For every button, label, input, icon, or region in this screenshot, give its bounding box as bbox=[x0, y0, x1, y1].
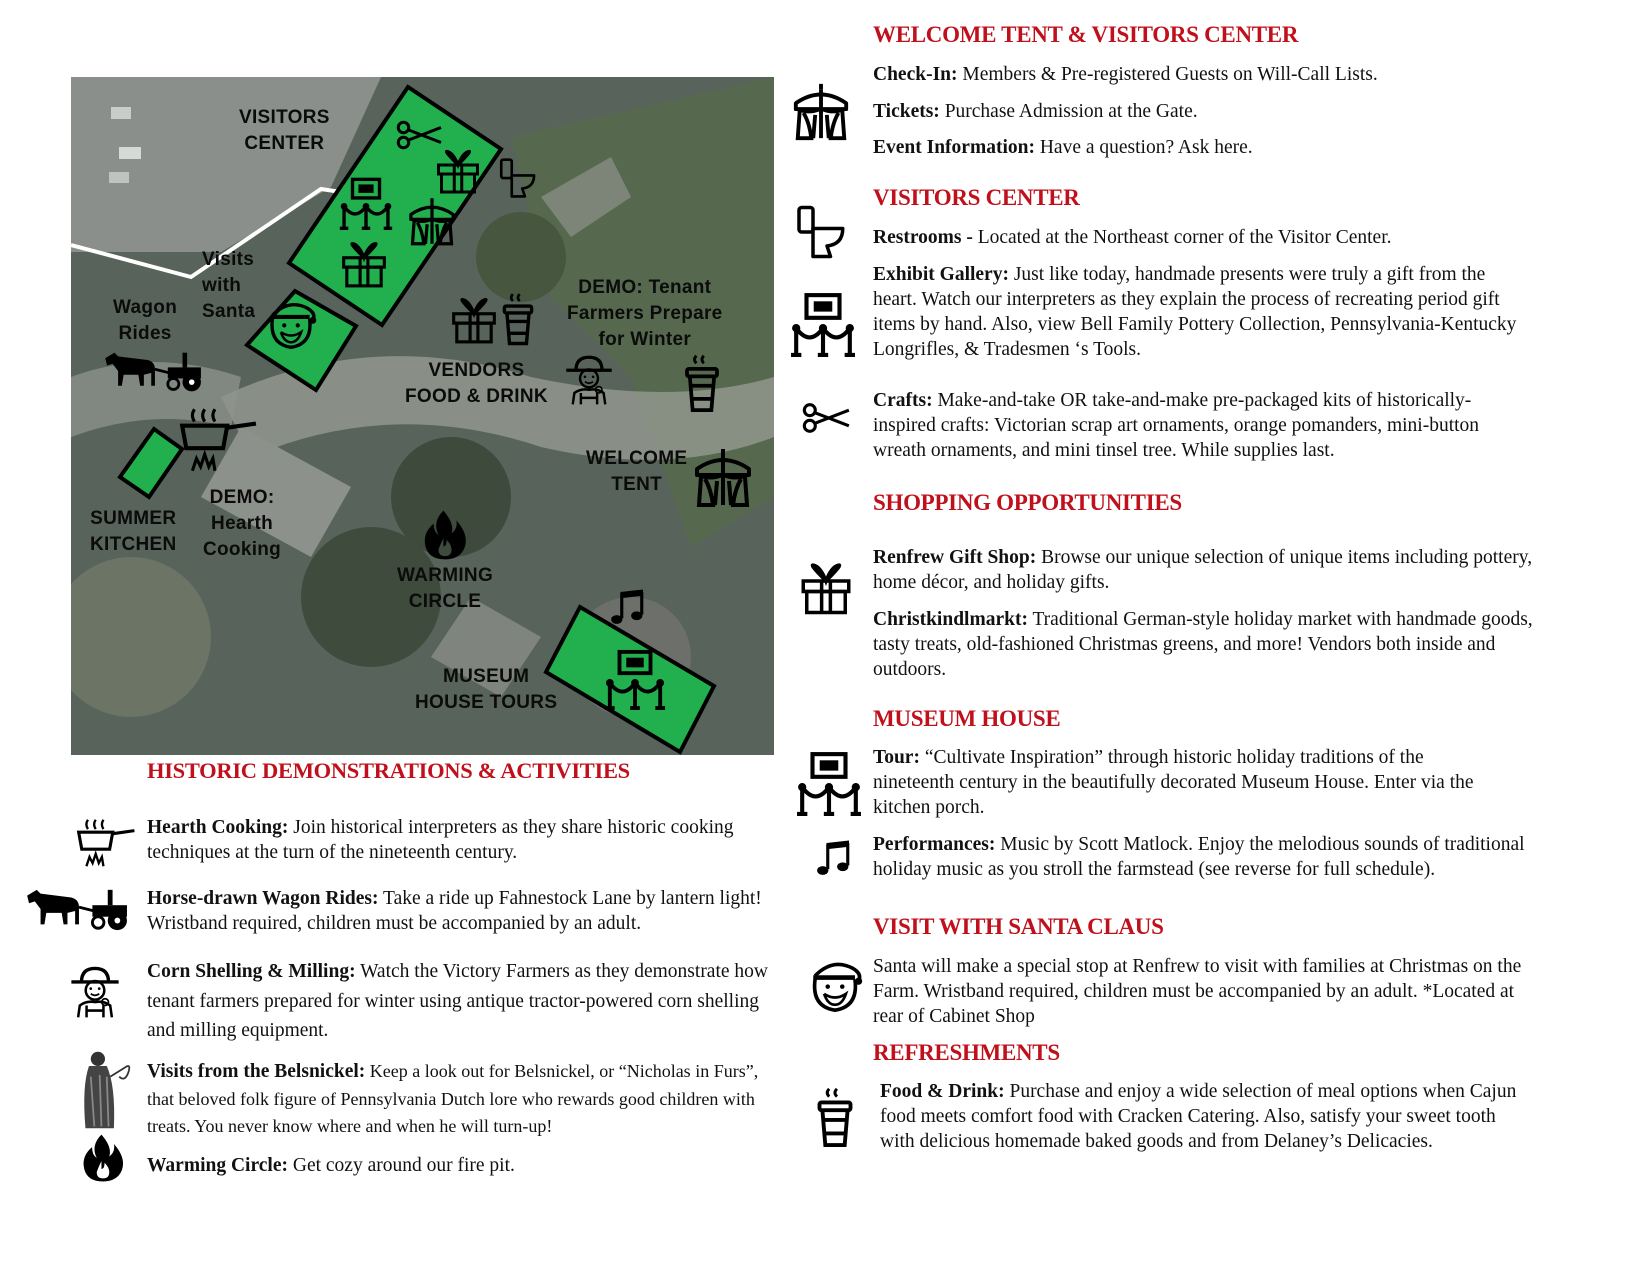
label-summer-kitchen: SUMMER KITCHEN bbox=[90, 508, 177, 555]
gallery-icon bbox=[790, 290, 856, 358]
cooking-pot-icon bbox=[176, 402, 258, 478]
toilet-icon bbox=[792, 204, 848, 260]
site-map bbox=[71, 77, 774, 755]
entry-santa: Santa will make a special stop at Renfrew to visit with families at Christmas on the Farm. Wristband required, children must be accompanied by an adult. *Located at rear of Cabinet Shop bbox=[873, 956, 1522, 1027]
label-warming-circle: WARMING CIRCLE bbox=[397, 565, 494, 612]
entry-corn-shelling: Corn Shelling & Milling: Watch the Victory Farmers as they demonstrate how tenant farmers prepared for winter using antique tractor-powered corn shelling and milling equipment. bbox=[147, 961, 768, 1041]
toilet-icon bbox=[496, 157, 538, 199]
label-vendors: VENDORS FOOD & DRINK bbox=[405, 360, 548, 407]
entry-belsnickel: Visits from the Belsnickel: Keep a look out for Belsnickel, or “Nicholas in Furs”, that beloved folk figure of Pennsylvania Dutch lore who rewards good children with treats. You never know where and when he will turn-up! bbox=[147, 1061, 759, 1136]
entry-event-info: Event Information: Have a question? Ask here. bbox=[873, 137, 1253, 158]
gallery-icon bbox=[339, 171, 393, 235]
entry-food-drink: Food & Drink: Purchase and enjoy a wide selection of meal options when Cajun food meets comfort food with Cracken Catering. Also, satisfy your sweet tooth with delicious homemade baked goods and from Delaney’s Delicacies. bbox=[880, 1081, 1517, 1152]
heading-santa: VISIT WITH SANTA CLAUS bbox=[873, 914, 1164, 939]
label-museum-house: MUSEUM HOUSE TOURS bbox=[415, 666, 558, 713]
heading-welcome-tent: WELCOME TENT & VISITORS CENTER bbox=[873, 22, 1299, 47]
gallery-icon bbox=[604, 645, 666, 713]
tent-icon bbox=[691, 445, 755, 509]
gift-icon bbox=[434, 147, 482, 195]
coffee-cup-icon bbox=[815, 1085, 855, 1147]
heading-visitors-center: VISITORS CENTER bbox=[873, 185, 1080, 210]
tent-icon bbox=[404, 195, 460, 247]
entry-christkindlmarkt: Christkindlmarkt: Traditional German-style holiday market with handmade goods, tasty treats, old-fashioned Christmas greens, and more! Vendors both inside and outdoors. bbox=[873, 609, 1533, 680]
entry-performances: Performances: Music by Scott Matlock. Enjoy the melodious sounds of traditional holiday music as you stroll the farmstead (see reverse for full schedule). bbox=[873, 834, 1525, 880]
entry-restrooms: Restrooms - Located at the Northeast corner of the Visitor Center. bbox=[873, 227, 1392, 248]
entry-tickets: Tickets: Purchase Admission at the Gate. bbox=[873, 101, 1198, 122]
heading-historic-demos: HISTORIC DEMONSTRATIONS & ACTIVITIES bbox=[147, 758, 630, 783]
gift-icon bbox=[449, 295, 499, 345]
gallery-icon bbox=[796, 748, 862, 818]
heading-shopping: SHOPPING OPPORTUNITIES bbox=[873, 490, 1182, 515]
entry-tour: Tour: “Cultivate Inspiration” through historic holiday traditions of the nineteenth century in the beautifully decorated Museum House. Enter via the kitchen porch. bbox=[873, 747, 1474, 818]
music-note-icon bbox=[608, 587, 648, 627]
gift-icon bbox=[339, 239, 389, 289]
entry-crafts: Crafts: Make-and-take OR take-and-make pre-packaged kits of historically-inspired crafts: Victorian scrap art ornaments, orange pomanders, mini-button wreath ornaments, and mini tinsel tree. While supplies last. bbox=[873, 390, 1480, 461]
entry-check-in: Check-In: Members & Pre-registered Guests on Will-Call Lists. bbox=[873, 64, 1378, 85]
scissors-icon bbox=[396, 120, 444, 150]
label-visitors-center: VISITORS CENTER bbox=[239, 107, 330, 154]
belsnickel-icon bbox=[75, 1050, 135, 1130]
tent-icon bbox=[790, 80, 852, 142]
fire-icon bbox=[419, 507, 471, 563]
horse-wagon-icon bbox=[22, 886, 134, 934]
label-welcome-tent: WELCOME TENT bbox=[586, 448, 688, 495]
coffee-cup-icon bbox=[683, 352, 721, 412]
horse-wagon-icon bbox=[98, 349, 210, 395]
label-demo-hearth: DEMO: Hearth Cooking bbox=[203, 487, 282, 560]
farmer-icon bbox=[563, 349, 615, 411]
entry-gift-shop: Renfrew Gift Shop: Browse our unique selection of unique items including pottery, home décor, and holiday gifts. bbox=[873, 547, 1533, 593]
entry-exhibit-gallery: Exhibit Gallery: Just like today, handmade presents were truly a gift from the heart. Watch our interpreters as they explain the process of recreating period gift items by hand. Also, view Bell Family Pottery Collection, Pennsylvania-Kentucky Longrifles, & Tradesmen ‘s Tools. bbox=[873, 264, 1517, 360]
farmer-icon bbox=[68, 962, 122, 1022]
label-demo-tenant: DEMO: Tenant Farmers Prepare for Winter bbox=[567, 277, 723, 350]
heading-museum-house: MUSEUM HOUSE bbox=[873, 706, 1061, 731]
entry-wagon-rides: Horse-drawn Wagon Rides: Take a ride up Fahnestock Lane by lantern light! Wristband required, children must be accompanied by an adult. bbox=[147, 888, 762, 934]
coffee-cup-icon bbox=[501, 287, 535, 349]
music-note-icon bbox=[814, 838, 854, 878]
entry-warming-circle: Warming Circle: Get cozy around our fire pit. bbox=[147, 1155, 515, 1176]
santa-icon bbox=[806, 952, 864, 1014]
label-wagon-rides: Wagon Rides bbox=[113, 297, 178, 344]
cooking-pot-icon bbox=[74, 814, 136, 872]
entry-hearth-cooking: Hearth Cooking: Join historical interpreters as they share historic cooking techniques at the turn of the nineteenth century. bbox=[147, 817, 734, 863]
label-visits-santa: Visits with Santa bbox=[202, 249, 256, 322]
scissors-icon bbox=[802, 402, 852, 434]
fire-icon bbox=[78, 1130, 128, 1186]
gift-icon bbox=[798, 560, 854, 616]
santa-icon bbox=[264, 295, 318, 349]
heading-refreshments: REFRESHMENTS bbox=[873, 1040, 1060, 1065]
